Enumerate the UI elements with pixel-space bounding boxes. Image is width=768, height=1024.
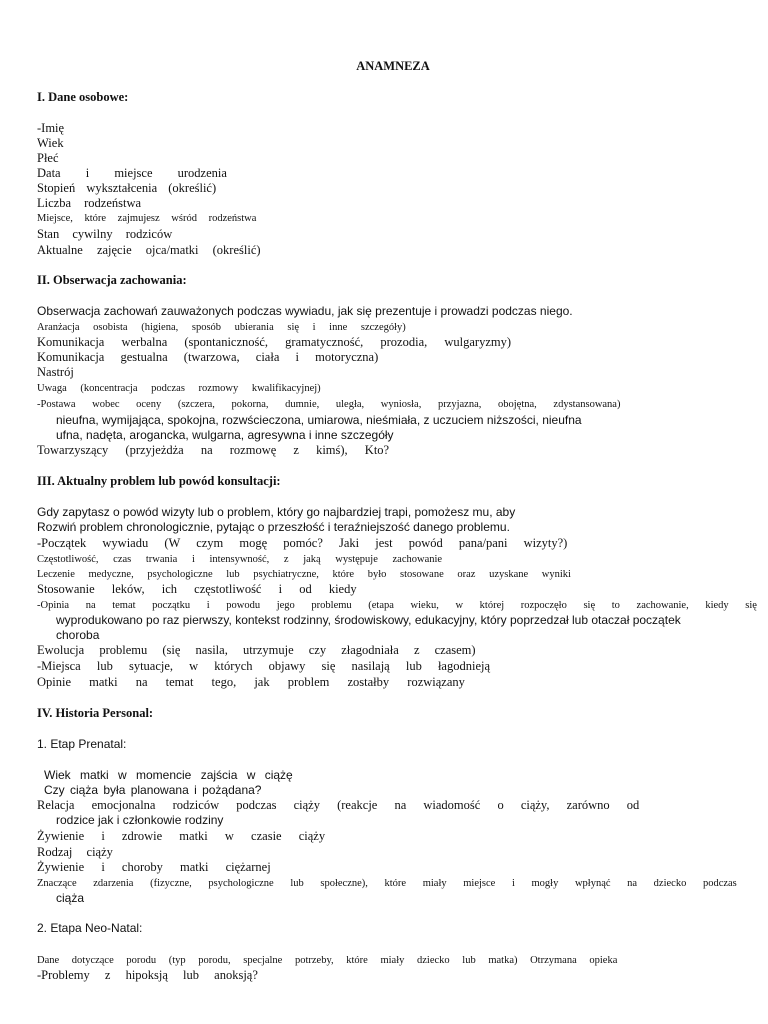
list-item: Żywienie i zdrowie matki w czasie ciąży — [37, 829, 326, 843]
list-item: Komunikacja werbalna (spontaniczność, gramatyczność, prozodia, wulgaryzmy) — [37, 335, 512, 349]
list-item: Miejsce, które zajmujesz wśród rodzeństwa — [37, 213, 257, 224]
subsection-heading-neonatal: 2. Etapa Neo-Natal: — [37, 921, 143, 935]
list-item: Czy ciąża była planowana i pożądana? — [44, 783, 262, 797]
list-item: wyprodukowano po raz pierwszy, kontekst rodzinny, środowiskowy, edukacyjny, który poprzedzał lub otaczał początek — [56, 613, 681, 627]
document-title: ANAMNEZA — [356, 59, 430, 73]
paragraph: Rozwiń problem chronologicznie, pytając o przeszłość i teraźniejszość danego problemu. — [37, 520, 510, 534]
paragraph: Gdy zapytasz o powód wizyty lub o problem, który go najbardziej trapi, pomożesz mu, aby — [37, 505, 516, 519]
list-item: Leczenie medyczne, psychologiczne lub psychiatryczne, które było stosowane oraz uzyskane wyniki — [37, 569, 571, 580]
list-item: choroba — [56, 628, 100, 642]
list-item: Aranżacja osobista (higiena, sposób ubierania się i inne szczegóły) — [37, 322, 406, 333]
subsection-heading-prenatal: 1. Etap Prenatal: — [37, 737, 127, 751]
list-item: Stosowanie leków, ich częstotliwość i od kiedy — [37, 582, 357, 596]
list-item: -Postawa wobec oceny (szczera, pokorna, dumnie, uległa, wyniosła, przyjazna, obojętna, zdystansowana) — [37, 399, 621, 410]
list-item: Liczba rodzeństwa — [37, 196, 142, 210]
list-item: Relacja emocjonalna rodziców podczas ciąży (reakcje na wiadomość o ciąży, zarówno od — [37, 798, 640, 812]
list-item: Towarzyszący (przyjeżdża na rozmowę z kimś), Kto? — [37, 443, 390, 457]
list-item: Data i miejsce urodzenia — [37, 166, 227, 180]
section-heading-personal-history: IV. Historia Personal: — [37, 706, 154, 720]
list-item: Rodzaj ciąży — [37, 845, 113, 859]
list-item: Opinie matki na temat tego, jak problem zostałby rozwiązany — [37, 675, 465, 689]
section-heading-personal-data: I. Dane osobowe: — [37, 90, 129, 104]
list-item: Dane dotyczące porodu (typ porodu, specjalne potrzeby, które miały dziecko lub matka) Otrzymana opieka — [37, 955, 618, 966]
list-item: Wiek matki w momencie zajścia w ciążę — [44, 768, 293, 782]
list-item: Wiek — [37, 136, 64, 150]
list-item: Stopień wykształcenia (określić) — [37, 181, 217, 195]
list-item: -Imię — [37, 121, 65, 135]
list-item: Aktualne zajęcie ojca/matki (określić) — [37, 243, 261, 257]
list-item: ciąża — [56, 891, 85, 905]
list-item: Ewolucja problemu (się nasila, utrzymuje czy złagodniała z czasem) — [37, 643, 476, 657]
list-item: Stan cywilny rodziców — [37, 227, 173, 241]
list-item: Komunikacja gestualna (twarzowa, ciała i motoryczna) — [37, 350, 379, 364]
list-item: Znaczące zdarzenia (fizyczne, psychologiczne lub społeczne), które miały miejsce i mogły wpłynąć na dziecko podczas — [37, 878, 737, 889]
list-item: nieufna, wymijająca, spokojna, rozwścieczona, umiarowa, nieśmiała, z uczuciem niższości, nieufna — [56, 413, 582, 427]
section-heading-behavior-observation: II. Obserwacja zachowania: — [37, 273, 187, 287]
list-item: Częstotliwość, czas trwania i intensywność, z jaką występuje zachowanie — [37, 554, 443, 565]
list-item: Płeć — [37, 151, 59, 165]
list-item: -Początek wywiadu (W czym mogę pomóc? Jaki jest powód pana/pani wizyty?) — [37, 536, 568, 550]
list-item: Uwaga (koncentracja podczas rozmowy kwalifikacyjnej) — [37, 383, 321, 394]
section-heading-current-problem: III. Aktualny problem lub powód konsultacji: — [37, 474, 281, 488]
list-item: rodzice jak i członkowie rodziny — [56, 813, 224, 827]
list-item: -Opinia na temat początku i powodu jego problemu (etapa wieku, w której rozpoczęło się to zachowanie, kiedy się — [37, 600, 757, 611]
list-item: Żywienie i choroby matki ciężarnej — [37, 860, 271, 874]
list-item: Nastrój — [37, 365, 74, 379]
list-item: -Problemy z hipoksją lub anoksją? — [37, 968, 258, 982]
paragraph: Obserwacja zachowań zauważonych podczas wywiadu, jak się prezentuje i prowadzi podczas niego. — [37, 304, 573, 318]
list-item: ufna, nadęta, arogancka, wulgarna, agresywna i inne szczegóły — [56, 428, 394, 442]
list-item: -Miejsca lub sytuacje, w których objawy się nasilają lub łagodnieją — [37, 659, 491, 673]
